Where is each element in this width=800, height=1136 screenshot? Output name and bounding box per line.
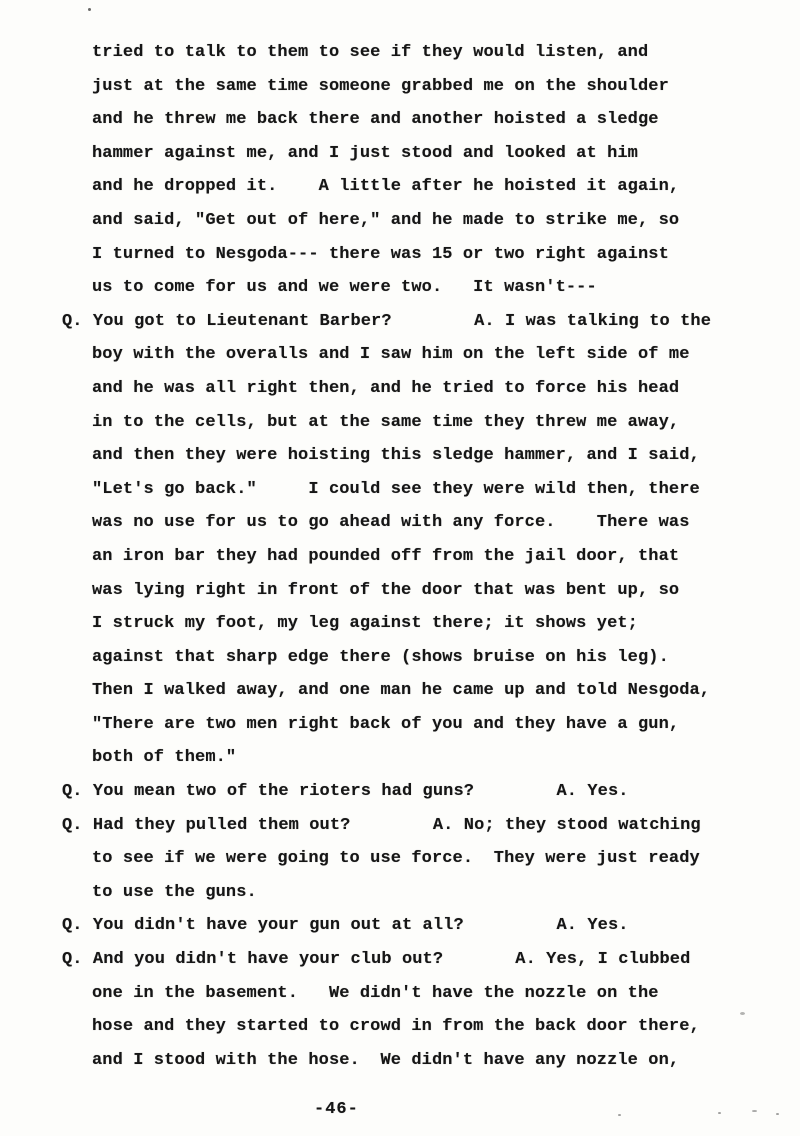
testimony-line: against that sharp edge there (shows bruise on his leg). [92, 647, 669, 667]
testimony-line: Then I walked away, and one man he came up and told Nesgoda, [92, 681, 711, 701]
question-answer-line: Q. You mean two of the rioters had guns? A. Yes. [62, 782, 629, 802]
question-answer-line: Q. You didn't have your gun out at all? A. Yes. [62, 916, 629, 936]
testimony-line: an iron bar they had pounded off from the jail door, that [92, 546, 680, 566]
question-answer-line: Q. You got to Lieutenant Barber? A. I was talking to the [62, 311, 712, 331]
testimony-line: was no use for us to go ahead with any force. There was [92, 513, 690, 533]
testimony-line: and he threw me back there and another hoisted a sledge [92, 110, 659, 130]
page-number: -46- [314, 1100, 359, 1119]
ink-speck [718, 1112, 721, 1114]
question-answer-line: Q. And you didn't have your club out? A. Yes, I clubbed [62, 950, 691, 970]
testimony-line: I turned to Nesgoda--- there was 15 or two right against [92, 244, 669, 264]
question-answer-line: Q. Had they pulled them out? A. No; they stood watching [62, 815, 701, 835]
testimony-line: to use the guns. [92, 882, 257, 902]
testimony-line: both of them." [92, 748, 237, 768]
testimony-line: just at the same time someone grabbed me on the shoulder [92, 76, 669, 96]
ink-speck [618, 1114, 621, 1116]
testimony-line: I struck my foot, my leg against there; it shows yet; [92, 614, 638, 634]
ink-speck [740, 1012, 745, 1015]
testimony-line: and he was all right then, and he tried to force his head [92, 378, 680, 398]
testimony-line: "There are two men right back of you and they have a gun, [92, 714, 680, 734]
testimony-line: "Let's go back." I could see they were wild then, there [92, 479, 700, 499]
ink-speck [752, 1110, 757, 1112]
ink-speck [88, 8, 91, 11]
testimony-line: was lying right in front of the door that was bent up, so [92, 580, 680, 600]
testimony-line: boy with the overalls and I saw him on the left side of me [92, 345, 690, 365]
testimony-line: in to the cells, but at the same time they threw me away, [92, 412, 680, 432]
transcript-body [62, 36, 762, 1077]
testimony-line: and I stood with the hose. We didn't have any nozzle on, [92, 1050, 680, 1070]
testimony-line: to see if we were going to use force. They were just ready [92, 849, 700, 869]
testimony-line: hose and they started to crowd in from the back door there, [92, 1017, 700, 1037]
testimony-line: and then they were hoisting this sledge hammer, and I said, [92, 446, 700, 466]
testimony-line: and he dropped it. A little after he hoisted it again, [92, 177, 680, 197]
testimony-line: tried to talk to them to see if they would listen, and [92, 43, 649, 62]
ink-speck [776, 1113, 779, 1115]
testimony-line: hammer against me, and I just stood and looked at him [92, 143, 638, 163]
testimony-line: and said, "Get out of here," and he made to strike me, so [92, 210, 680, 230]
testimony-line: one in the basement. We didn't have the nozzle on the [92, 983, 659, 1003]
testimony-line: us to come for us and we were two. It wasn't--- [92, 278, 597, 298]
